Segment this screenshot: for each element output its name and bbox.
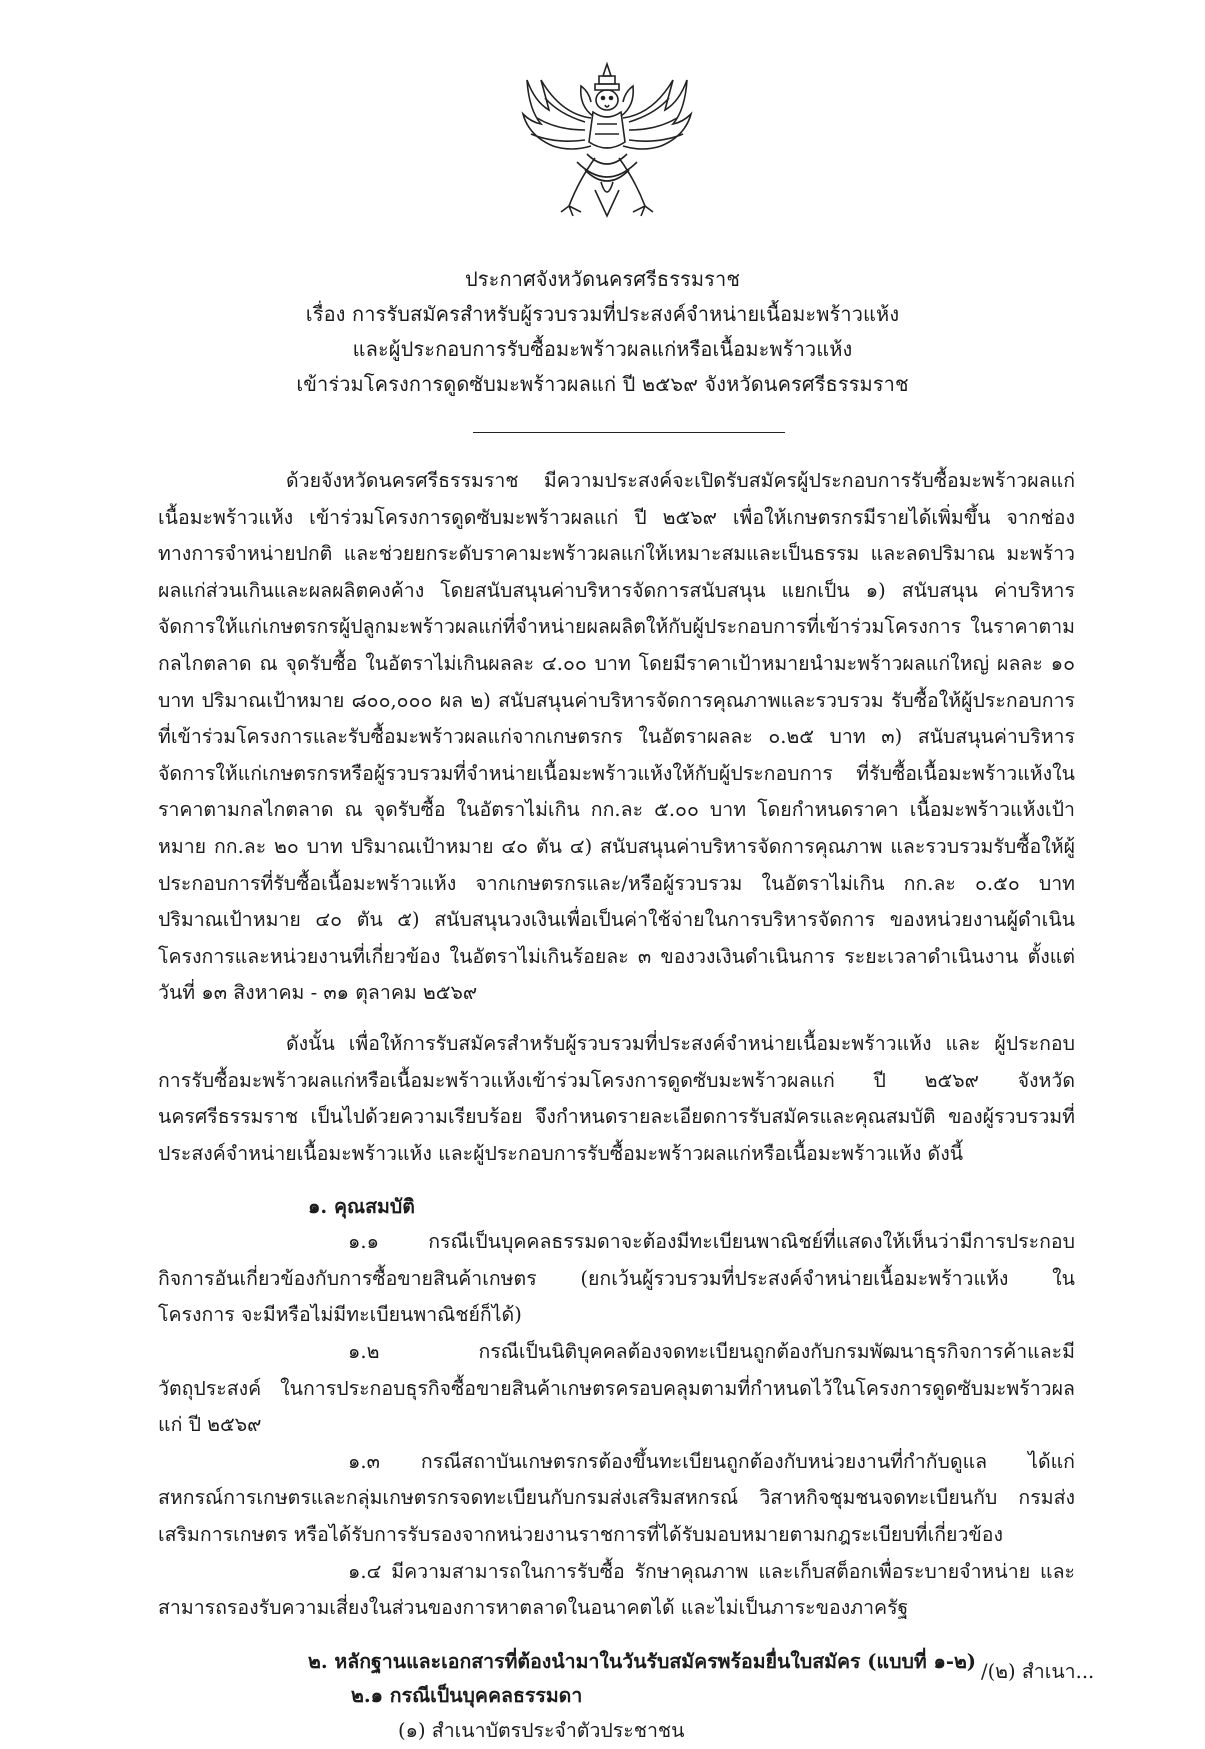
section-2-heading: ๒. หลักฐานและเอกสารที่ต้องนำมาในวันรับสมัครพร้อมยื่นใบสมัคร (แบบที่ ๑-๒) xyxy=(308,1649,977,1673)
section-2-1-heading: ๒.๑ กรณีเป็นบุคคลธรรมดา xyxy=(351,1683,583,1707)
header-divider xyxy=(473,432,785,433)
subject-line-2: และผู้ประกอบการรับซื้อมะพร้าวผลแก่หรือเนื้อมะพร้าวแห้ง xyxy=(352,337,853,361)
document-body xyxy=(158,463,1075,1749)
issuer-title: ประกาศจังหวัดนครศรีธรรมราช xyxy=(464,267,741,291)
clause-1-1: ๑.๑ กรณีเป็นบุคคลธรรมดาจะต้องมีทะเบียนพาณิชย์ที่แสดงให้เห็นว่ามีการประกอบ กิจการอันเกี่ยวข้องกับการซื้อขายสินค้าเกษตร (ยกเว้นผู้รวบรวมที่ประสงค์จำหน่ายเนื้อมะพร้าวแห้ง ในโครงการ จะมีหรือไม่มีทะเบียนพาณิชย์ก็ได้) xyxy=(158,1230,1075,1327)
intro-paragraph: ด้วยจังหวัดนครศรีธรรมราช มีความประสงค์จะเปิดรับสมัครผู้ประกอบการรับซื้อมะพร้าวผลแก่ เนื้อมะพร้าวแห้ง เข้าร่วมโครงการดูดซับมะพร้าวผลแก่ ปี ๒๕๖๙ เพื่อให้เกษตรกรมีรายได้เพิ่มขึ้น จากช่องทางการจำหน่ายปกติ และช่วยยกระดับราคามะพร้าวผลแก่ให้เหมาะสมและเป็นธรรม และลดปริมาณ มะพร้าวผลแก่ส่วนเกินและผลผลิตคงค้าง โดยสนับสนุนค่าบริหารจัดการสนับสนุน แยกเป็น ๑) สนับสนุน ค่าบริหารจัดการให้แก่เกษตรกรผู้ปลูกมะพร้าวผลแก่ที่จำหน่ายผลผลิตให้กับผู้ประกอบการที่เข้าร่วมโครงการ ในราคาตามกลไกตลาด ณ จุดรับซื้อ ในอัตราไม่เกินผลละ ๔.๐๐ บาท โดยมีราคาเป้าหมายนำมะพร้าวผลแก่ใหญ่ ผลละ ๑๐ บาท ปริมาณเป้าหมาย ๘๐๐,๐๐๐ ผล ๒) สนับสนุนค่าบริหารจัดการคุณภาพและรวบรวม รับซื้อให้ผู้ประกอบการที่เข้าร่วมโครงการและรับซื้อมะพร้าวผลแก่จากเกษตรกร ในอัตราผลละ ๐.๒๕ บาท ๓) สนับสนุนค่าบริหารจัดการให้แก่เกษตรกรหรือผู้รวบรวมที่จำหน่ายเนื้อมะพร้าวแห้งให้กับผู้ประกอบการ ที่รับซื้อเนื้อมะพร้าวแห้งในราคาตามกลไกตลาด ณ จุดรับซื้อ ในอัตราไม่เกิน กก.ละ ๕.๐๐ บาท โดยกำหนดราคา เนื้อมะพร้าวแห้งเป้าหมาย กก.ละ ๒๐ บาท ปริมาณเป้าหมาย ๔๐ ตัน ๔) สนับสนุนค่าบริหารจัดการคุณภาพ และรวบรวมรับซื้อให้ผู้ประกอบการที่รับซื้อเนื้อมะพร้าวแห้ง จากเกษตรกรและ/หรือผู้รวบรวม ในอัตราไม่เกิน กก.ละ ๐.๕๐ บาท ปริมาณเป้าหมาย ๔๐ ตัน ๕) สนับสนุนวงเงินเพื่อเป็นค่าใช้จ่ายในการบริหารจัดการ ของหน่วยงานผู้ดำเนินโครงการและหน่วยงานที่เกี่ยวข้อง ในอัตราไม่เกินร้อยละ ๓ ของวงเงินดำเนินการ ระยะเวลาดำเนินงาน ตั้งแต่วันที่ ๑๓ สิงหาคม - ๓๑ ตุลาคม ๒๕๖๙ xyxy=(158,469,1075,1005)
document-item-1: (๑) สำเนาบัตรประจำตัวประชาชน xyxy=(398,1718,685,1742)
purpose-paragraph: ดังนั้น เพื่อให้การรับสมัครสำหรับผู้รวบรวมที่ประสงค์จำหน่ายเนื้อมะพร้าวแห้ง และ ผู้ประกอบการรับซื้อมะพร้าวผลแก่หรือเนื้อมะพร้าวแห้งเข้าร่วมโครงการดูดซับมะพร้าวผลแก่ ปี ๒๕๖๙ จังหวัดนครศรีธรรมราช เป็นไปด้วยความเรียบร้อย จึงกำหนดรายละเอียดการรับสมัครและคุณสมบัติ ของผู้รวบรวมที่ประสงค์จำหน่ายเนื้อมะพร้าวแห้ง และผู้ประกอบการรับซื้อมะพร้าวผลแก่หรือเนื้อมะพร้าวแห้ง ดังนี้ xyxy=(158,1031,1075,1165)
clause-1-2: ๑.๒ กรณีเป็นนิติบุคคลต้องจดทะเบียนถูกต้องกับกรมพัฒนาธุรกิจการค้าและมีวัตถุประสงค์ ในการประกอบธุรกิจซื้อขายสินค้าเกษตรครอบคลุมตามที่กำหนดไว้ในโครงการดูดซับมะพร้าวผลแก่ ปี ๒๕๖๙ xyxy=(158,1340,1075,1437)
page-continuation: /(๒) สำเนา... xyxy=(981,1660,1095,1683)
clause-1-4: ๑.๔ มีความสามารถในการรับซื้อ รักษาคุณภาพ และเก็บสต็อกเพื่อระบายจำหน่าย และสามารถรองรับความเสี่ยงในส่วนของการหาตลาดในอนาคตได้ และไม่เป็นภาระของภาครัฐ xyxy=(158,1559,1075,1620)
subject-line-3: เข้าร่วมโครงการดูดซับมะพร้าวผลแก่ ปี ๒๕๖๙ จังหวัดนครศรีธรรมราช xyxy=(296,372,909,396)
announcement-header xyxy=(0,262,1205,402)
garuda-emblem xyxy=(515,58,700,228)
section-1-heading: ๑. คุณสมบัติ xyxy=(308,1195,415,1219)
subject-line-1: เรื่อง การรับสมัครสำหรับผู้รวบรวมที่ประสงค์จำหน่ายเนื้อมะพร้าวแห้ง xyxy=(305,302,900,326)
clause-1-3: ๑.๓ กรณีสถาบันเกษตรกรต้องขึ้นทะเบียนถูกต้องกับหน่วยงานที่กำกับดูแล ได้แก่ สหกรณ์การเกษตรและกลุ่มเกษตรกรจดทะเบียนกับกรมส่งเสริมสหกรณ์ วิสาหกิจชุมชนจดทะเบียนกับ กรมส่งเสริมการเกษตร หรือได้รับการรับรองจากหน่วยงานราชการที่ได้รับมอบหมายตามกฎระเบียบที่เกี่ยวข้อง xyxy=(158,1449,1075,1547)
